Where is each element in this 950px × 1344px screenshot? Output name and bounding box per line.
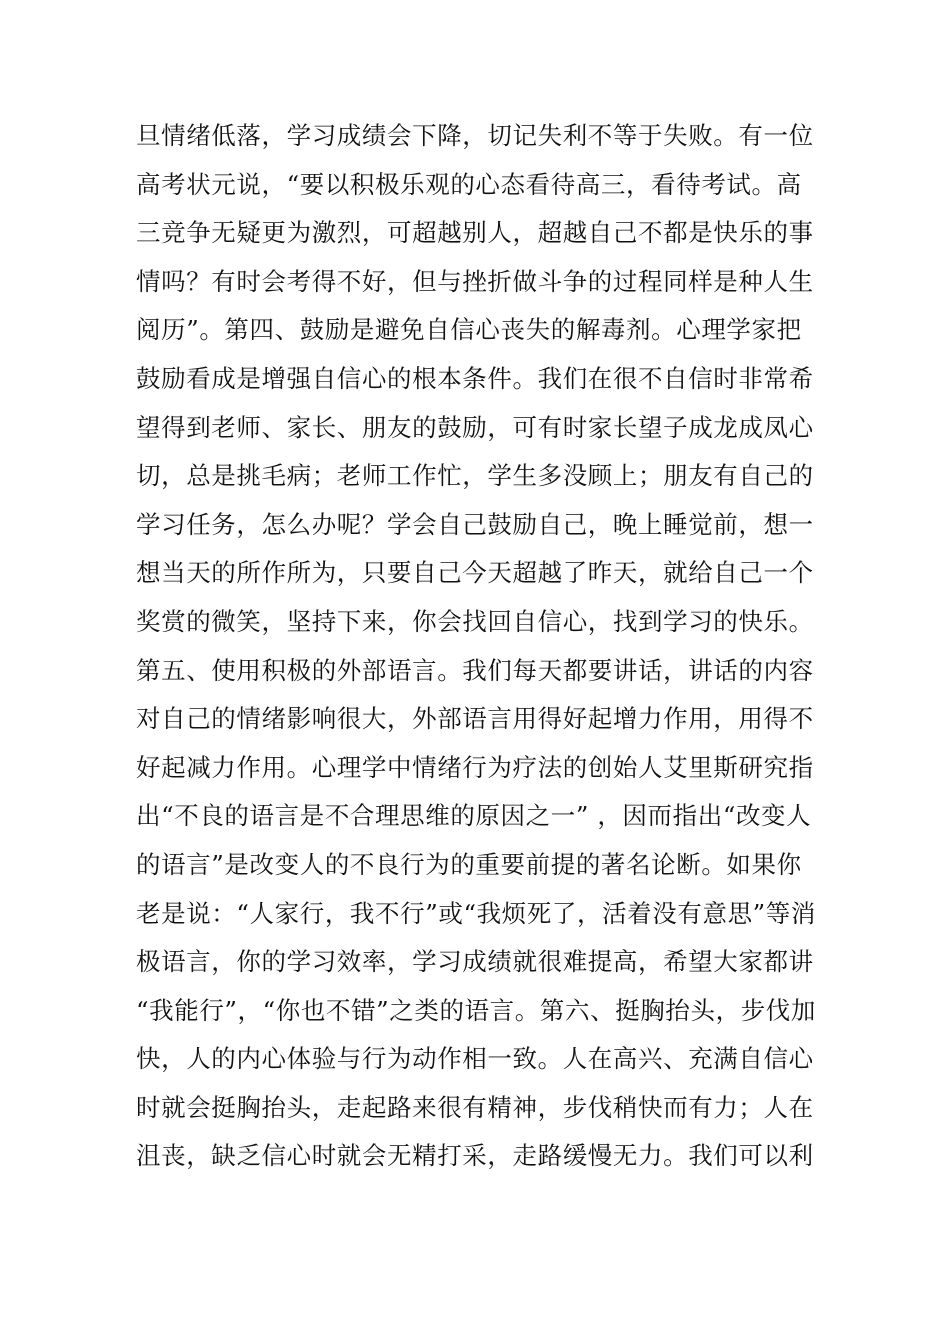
text-line: 鼓励看成是增强自信心的根本条件。我们在很不自信时非常希	[136, 363, 814, 393]
text-line: 切，总是挑毛病；老师工作忙，学生多没顾上；朋友有自己的	[136, 461, 814, 491]
body-text	[136, 112, 836, 1181]
text-line: 高考状元说，“要以积极乐观的心态看待高三，看待考试。高	[136, 169, 802, 199]
text-line: 情吗？有时会考得不好，但与挫折做斗争的过程同样是种人生	[136, 266, 814, 296]
text-line: 阅历”。第四、鼓励是避免自信心丧失的解毒剂。心理学家把	[136, 315, 802, 345]
text-line: 出“不良的语言是不合理思维的原因之一” ，因而指出“改变人	[136, 801, 812, 831]
text-line: 好起减力作用。心理学中情绪行为疗法的创始人艾里斯研究指	[136, 752, 814, 782]
text-line: 的语言”是改变人的不良行为的重要前提的著名论断。如果你	[136, 849, 802, 879]
text-line: 学习任务，怎么办呢？学会自己鼓励自己，晚上睡觉前，想一	[136, 509, 814, 539]
text-line: 极语言，你的学习效率，学习成绩就很难提高，希望大家都讲	[136, 947, 814, 977]
text-line: 第五、使用积极的外部语言。我们每天都要讲话，讲话的内容	[136, 655, 814, 685]
text-line: 快，人的内心体验与行为动作相一致。人在高兴、充满自信心	[136, 1044, 814, 1074]
text-line: 奖赏的微笑，坚持下来，你会找回自信心，找到学习的快乐。	[136, 606, 814, 636]
text-line: 想当天的所作所为，只要自己今天超越了昨天，就给自己一个	[136, 558, 814, 588]
text-line: 旦情绪低落，学习成绩会下降，切记失利不等于失败。有一位	[136, 121, 814, 150]
text-line: “我能行”，“你也不错”之类的语言。第六、挺胸抬头，步伐加	[136, 995, 816, 1025]
text-line: 时就会挺胸抬头，走起路来很有精神，步伐稍快而有力；人在	[136, 1092, 814, 1122]
text-line: 沮丧，缺乏信心时就会无精打采，走路缓慢无力。我们可以利	[136, 1141, 814, 1171]
text-line: 望得到老师、家长、朋友的鼓励，可有时家长望子成龙成凤心	[136, 412, 814, 442]
text-line: 三竞争无疑更为激烈，可超越别人，超越自己不都是快乐的事	[136, 218, 814, 248]
text-line: 老是说：“人家行，我不行”或“我烦死了，活着没有意思”等消	[136, 898, 816, 928]
text-line: 对自己的情绪影响很大，外部语言用得好起增力作用，用得不	[136, 704, 814, 734]
